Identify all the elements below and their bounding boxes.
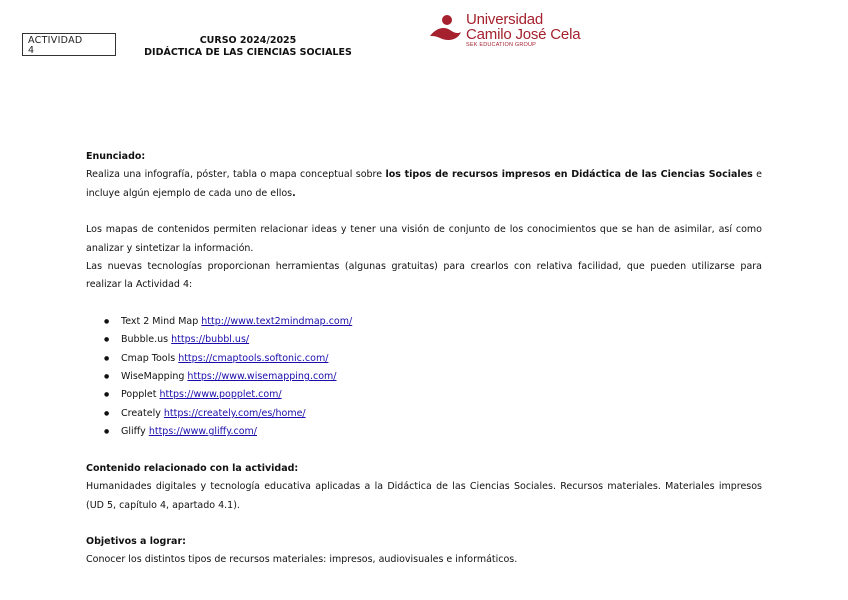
enunciado-heading: Enunciado:: [86, 151, 146, 162]
tool-name: Bubble.us: [121, 334, 172, 346]
tecnologias-paragraph: Las nuevas tecnologías proporcionan herramientas (algunas gratuitas) para crearlos con relativa facilidad, que pueden utilizarse para realizar la Actividad 4:: [86, 261, 762, 291]
activity-label-box: [22, 33, 116, 56]
list-item: [121, 313, 762, 331]
contenido-paragraph: Humanidades digitales y tecnología educativa aplicadas a la Didáctica de las Ciencias Sociales. Recursos materiales. Materiales impresos (UD 5, capítulo 4, apartado 4.1).: [86, 481, 762, 511]
tool-link[interactable]: https://creately.com/es/home/: [163, 407, 306, 419]
spacer: [86, 442, 762, 460]
tools-list: [86, 313, 762, 442]
activity-label: ACTIVIDAD: [28, 35, 83, 46]
tool-link[interactable]: https://www.popplet.com/: [159, 389, 282, 401]
contenido-heading: Contenido relacionado con la actividad:: [86, 462, 299, 474]
tool-name: Cmap Tools: [121, 352, 179, 364]
course-header: [128, 35, 368, 59]
tool-name: Popplet: [121, 389, 160, 401]
logo-line-3: SEK EDUCATION GROUP: [466, 42, 537, 48]
list-item: [121, 405, 762, 423]
spacer: [86, 515, 762, 533]
list-item: [121, 368, 762, 386]
course-subject: DIDÁCTICA DE LAS CIENCIAS SOCIALES: [144, 47, 352, 58]
enunciado-text-end: .: [292, 187, 296, 199]
spacer: [86, 203, 762, 221]
enunciado-text-pre: Realiza una infografía, póster, tabla o mapa conceptual sobre: [86, 169, 386, 181]
objetivos-heading: Objetivos a lograr:: [86, 535, 186, 547]
logo-text: [466, 12, 580, 49]
enunciado-text-post: e incluye algún ejemplo de cada uno de ellos: [86, 169, 762, 199]
mapas-paragraph: Los mapas de contenidos permiten relacionar ideas y tener una visión de conjunto de los conocimientos que se han de asimilar, así como analizar y sintetizar la información.: [86, 224, 762, 254]
tool-name: Text 2 Mind Map: [121, 315, 202, 327]
tool-name: Gliffy: [121, 426, 149, 438]
university-logo: [428, 12, 588, 50]
tool-link[interactable]: https://www.wisemapping.com/: [187, 371, 337, 383]
tool-link[interactable]: http://www.text2mindmap.com/: [201, 315, 353, 327]
activity-number: 4: [28, 45, 35, 56]
tool-link[interactable]: https://cmaptools.softonic.com/: [178, 352, 329, 364]
tool-link[interactable]: https://www.gliffy.com/: [148, 426, 257, 438]
tool-name: WiseMapping: [121, 371, 188, 383]
objetivos-paragraph: Conocer los distintos tipos de recursos materiales: impresos, audiovisuales e informáticos.: [86, 554, 518, 566]
list-item: [121, 350, 762, 368]
document-body: [86, 148, 762, 570]
tool-name: Creately: [121, 407, 164, 419]
list-item: [121, 331, 762, 349]
enunciado-paragraph: [86, 166, 762, 203]
enunciado-text-bold: los tipos de recursos impresos en Didáctica de las Ciencias Sociales: [385, 169, 753, 181]
course-year: CURSO 2024/2025: [199, 35, 297, 46]
spacer: [86, 295, 762, 313]
tool-link[interactable]: https://bubbl.us/: [171, 334, 250, 346]
list-item: [121, 386, 762, 404]
logo-line-1: Universidad: [466, 11, 544, 28]
list-item: [121, 423, 762, 441]
university-logo-icon: [428, 14, 462, 46]
logo-line-2: Camilo José Cela: [466, 26, 581, 43]
